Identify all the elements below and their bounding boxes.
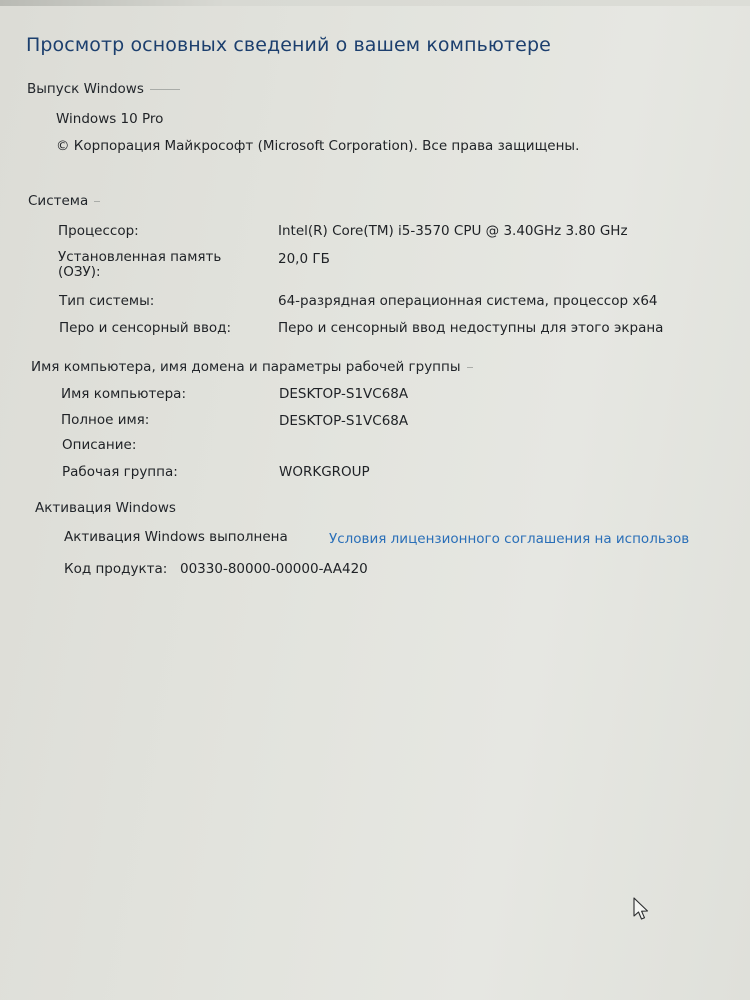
activation-status: Активация Windows выполнена	[64, 529, 288, 545]
mouse-pointer-icon	[632, 897, 652, 921]
section-system-heading	[28, 193, 100, 209]
workgroup-value: WORKGROUP	[279, 464, 370, 480]
section-computer-heading	[31, 359, 473, 375]
section-edition-heading	[27, 81, 180, 97]
section-computer-title: Имя компьютера, имя домена и параметры рабочей группы	[31, 359, 461, 375]
product-key-value: 00330-80000-00000-AA420	[180, 561, 368, 577]
section-activation-heading	[35, 500, 176, 516]
page-title: Просмотр основных сведений о вашем компьютере	[26, 34, 551, 56]
copyright-text: © Корпорация Майкрософт (Microsoft Corporation). Все права защищены.	[56, 138, 580, 154]
pen-touch-value: Перо и сенсорный ввод недоступны для этого экрана	[278, 320, 664, 336]
description-label: Описание:	[62, 437, 137, 453]
computer-name-label: Имя компьютера:	[61, 386, 187, 402]
license-terms-link[interactable]: Условия лицензионного соглашения на использов	[329, 531, 690, 547]
section-divider	[94, 201, 100, 202]
full-name-value: DESKTOP-S1VC68A	[279, 413, 409, 429]
memory-value: 20,0 ГБ	[278, 251, 330, 267]
product-key-label: Код продукта:	[64, 561, 168, 577]
full-name-label: Полное имя:	[61, 412, 150, 428]
system-type-label: Тип системы:	[59, 293, 155, 309]
section-edition-title: Выпуск Windows	[27, 81, 144, 97]
processor-value: Intel(R) Core(TM) i5-3570 CPU @ 3.40GHz 3.80 GHz	[278, 223, 628, 239]
section-divider	[467, 367, 473, 368]
workgroup-label: Рабочая группа:	[62, 464, 178, 480]
computer-name-value: DESKTOP-S1VC68A	[279, 386, 409, 402]
section-divider	[150, 89, 180, 90]
system-type-value: 64-разрядная операционная система, процессор x64	[278, 293, 658, 309]
pen-touch-label: Перо и сенсорный ввод:	[59, 320, 232, 336]
processor-label: Процессор:	[58, 223, 139, 239]
windows-edition-name: Windows 10 Pro	[56, 111, 164, 127]
memory-label: Установленная память (ОЗУ):	[58, 249, 222, 280]
section-activation-title: Активация Windows	[35, 500, 176, 516]
section-system-title: Система	[28, 193, 89, 209]
